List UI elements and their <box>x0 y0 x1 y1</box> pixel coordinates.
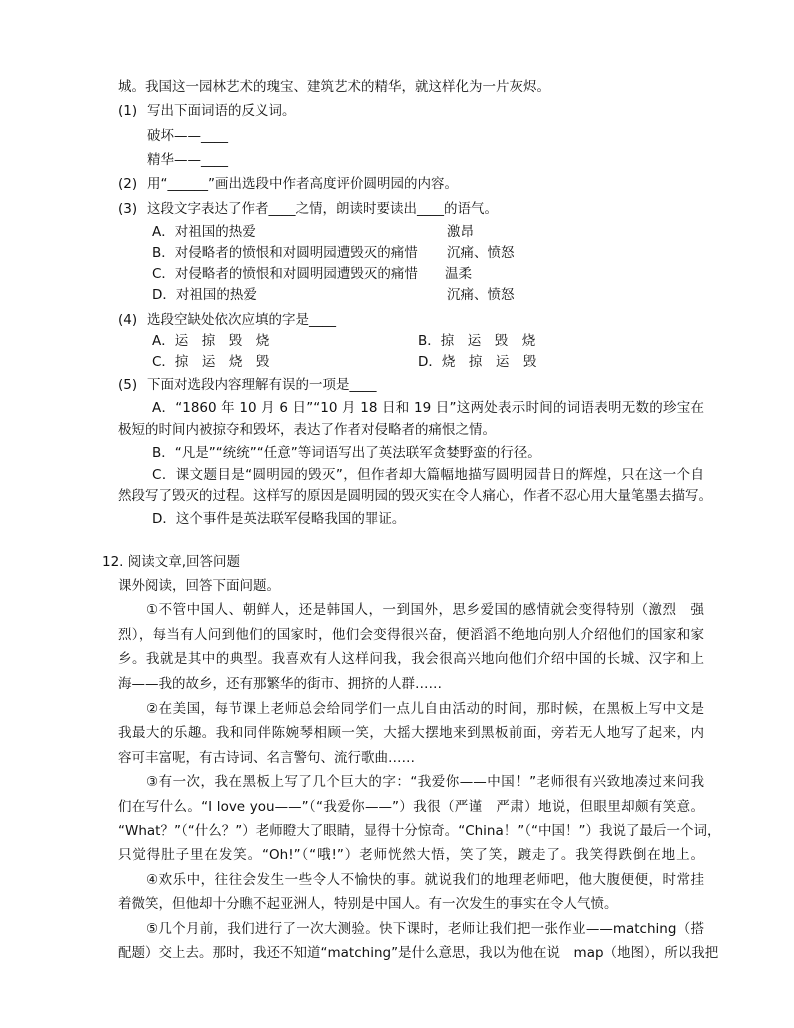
q5-option-c-line2: 然段写了毁灭的过程。这样写的原因是圆明园的毁灭实在令人痛心，作者不忍心用大量笔墨去描写。 <box>118 488 712 504</box>
q3-option-d: D．对祖国的热爱 <box>152 287 257 303</box>
article-line: 们在写什么。“I love you——”（“我爱你——”）我很（严谨 严肃）地说，但眼里却颇有笑意。 <box>118 799 704 815</box>
article-line: 只觉得肚子里在发笑。“Oh!”（“哦!”）老师恍然大悟，笑了笑，踱走了。我笑得跌倒在地上。 <box>118 847 704 863</box>
q3-option-c: C．对侵略者的愤恨和对圆明园遭毁灭的痛惜 <box>152 266 418 282</box>
article-line: ④欢乐中，往往会发生一些令人不愉快的事。就说我们的地理老师吧，他大腹便便，时常挂 <box>146 872 704 888</box>
q4-number: (4) <box>118 312 138 328</box>
article-line: 容可丰富呢，有古诗词、名言警句、流行歌曲…… <box>118 750 415 766</box>
q1-number: (1) <box>118 103 138 119</box>
q1-answer-b: 精华——____ <box>147 152 228 168</box>
q5-number: (5) <box>118 377 138 393</box>
q3-option-b-tone: 沉痛、愤怒 <box>447 245 515 261</box>
q5-option-d: D．这个事件是英法联军侵略我国的罪证。 <box>152 511 406 527</box>
q3-option-c-tone: 温柔 <box>445 266 472 282</box>
q3-option-d-tone: 沉痛、愤怒 <box>447 287 515 303</box>
q12-title: 12. 阅读文章,回答问题 <box>102 554 241 570</box>
q4-option-a: A．运 掠 毁 烧 <box>152 333 270 349</box>
q4-option-d: D．烧 掠 运 毁 <box>418 354 537 370</box>
article-line: ⑤几个月前，我们进行了一次大测验。快下课时，老师让我们把一张作业——matching（搭 <box>146 921 704 937</box>
q5-option-a-line2: 极短的时间内被掠夺和毁坏，表达了作者对侵略者的痛恨之情。 <box>118 422 496 438</box>
q4-option-b: B．掠 运 毁 烧 <box>418 333 536 349</box>
q3-text: 这段文字表达了作者____之情，朗读时要读出____的语气。 <box>147 201 498 217</box>
q4-option-c: C．掠 运 烧 毁 <box>152 354 270 370</box>
article-line: 着微笑，但他却十分瞧不起亚洲人，特别是中国人。有一次发生的事实在令人气愤。 <box>118 896 618 912</box>
article-line: 乡。我就是其中的典型。我喜欢有人这样问我，我会很高兴地向他们介绍中国的长城、汉字和上 <box>118 651 704 667</box>
passage-intro: 城。我国这一园林艺术的瑰宝、建筑艺术的精华，就这样化为一片灰烬。 <box>118 79 550 95</box>
q2-number: (2) <box>118 176 138 192</box>
article-line: 烈），每当有人问到他们的国家时，他们会变得很兴奋，便滔滔不绝地向别人介绍他们的国家和家 <box>118 627 704 643</box>
article-line: 我最大的乐趣。我和同伴陈婉琴相顾一笑，大摇大摆地来到黑板前面，旁若无人地写了起来，内 <box>118 725 704 741</box>
article-line: ②在美国，每节课上老师总会给同学们一点儿自由活动的时间，那时候，在黑板上写中文是 <box>146 701 704 717</box>
q3-option-b: B．对侵略者的愤恨和对圆明园遭毁灭的痛惜 <box>152 245 418 261</box>
article-line: ①不管中国人、朝鲜人，还是韩国人，一到国外，思乡爱国的感情就会变得特别（激烈 强 <box>146 602 704 618</box>
q3-number: (3) <box>118 201 138 217</box>
article-line: “What？”（“什么？”）老师瞪大了眼睛，显得十分惊奇。“China！”（“中国！”）我说了最后一个词， <box>118 823 721 839</box>
article-line: 海——我的故乡，还有那繁华的街市、拥挤的人群…… <box>118 676 442 692</box>
q5-text: 下面对选段内容理解有误的一项是____ <box>147 377 377 393</box>
q3-option-a-tone: 激昂 <box>447 224 474 240</box>
q4-text: 选段空缺处依次应填的字是____ <box>147 312 336 328</box>
q3-option-a: A．对祖国的热爱 <box>152 224 256 240</box>
article-line: 配题）交上去。那时，我还不知道“matching”是什么意思，我以为他在说 map（地图），所以我把 <box>118 945 719 961</box>
q2-text: 用“______”画出选段中作者高度评价圆明园的内容。 <box>147 176 458 192</box>
q1-text: 写出下面词语的反义词。 <box>147 103 296 119</box>
q12-subtitle: 课外阅读，回答下面问题。 <box>118 578 280 594</box>
q1-answer-a: 破坏——____ <box>147 128 228 144</box>
q5-option-b: B．“凡是”“统统”“任意”等词语写出了英法联军贪婪野蛮的行径。 <box>152 445 541 461</box>
q5-option-c-line1: C．课文题目是“圆明园的毁灭”，但作者却大篇幅地描写圆明园昔日的辉煌，只在这一个自 <box>152 467 704 483</box>
q5-option-a-line1: A．“1860 年 10 月 6 日”“10 月 18 日和 19 日”这两处表示时间的词语表明无数的珍宝在 <box>152 400 704 416</box>
article-line: ③有一次，我在黑板上写了几个巨大的字：“我爱你——中国！”老师很有兴致地凑过来问我 <box>146 774 704 790</box>
